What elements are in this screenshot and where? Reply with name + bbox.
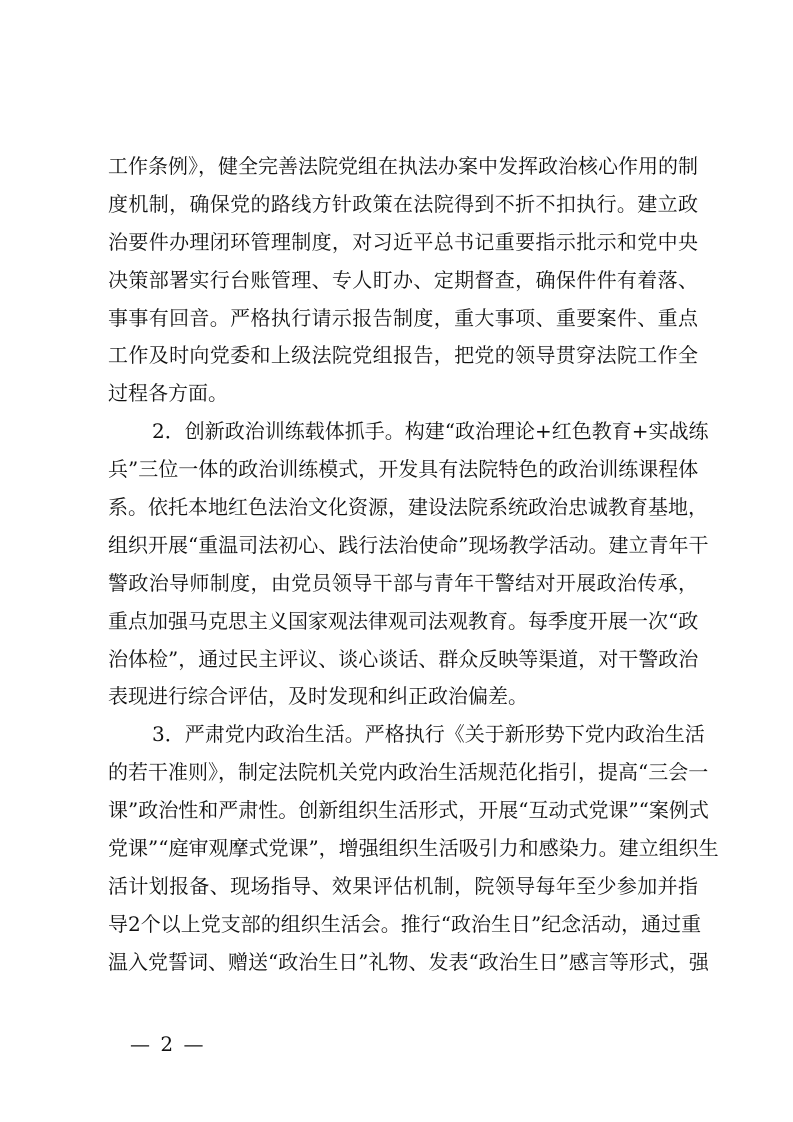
text-line: 治要件办理闭环管理制度，对习近平总书记重要指示批示和党中央 [108, 229, 698, 254]
paragraph-heading-line: 3．严肃党内政治生活。严格执行《关于新形势下党内政治生活 [152, 722, 705, 747]
text-line: 课”政治性和严肃性。创新组织生活形式，开展“互动式党课”“案例式 [108, 798, 709, 823]
page-number: — 2 — [130, 1032, 206, 1056]
paragraph-heading-line: 2．创新政治训练载体抓手。构建“政治理论+红色教育+实战练 [152, 419, 709, 444]
text-line: 过程各方面。 [108, 381, 228, 406]
document-body [108, 148, 719, 982]
text-line: 的若干准则》，制定法院机关党内政治生活规范化指引，提高“三会一 [108, 760, 709, 785]
text-line: 决策部署实行台账管理、专人盯办、定期督查，确保件件有着落、 [108, 267, 698, 292]
text-line: 党课”“庭审观摩式党课”，增强组织生活吸引力和感染力。建立组织生 [108, 836, 719, 861]
text-line: 工作及时向党委和上级法院党组报告，把党的领导贯穿法院工作全 [108, 343, 698, 368]
text-line: 系。依托本地红色法治文化资源，建设法院系统政治忠诚教育基地， [108, 495, 708, 520]
text-line: 工作条例》，健全完善法院党组在执法办案中发挥政治核心作用的制 [108, 154, 698, 178]
text-line: 组织开展“重温司法初心、践行法治使命”现场教学活动。建立青年干 [108, 532, 709, 557]
text-line: 活计划报备、现场指导、效果评估机制，院领导每年至少参加并指 [108, 873, 698, 898]
text-line: 兵”三位一体的政治训练模式，开发具有法院特色的政治训练课程体 [108, 457, 699, 482]
text-line: 警政治导师制度，由党员领导干部与青年干警结对开展政治传承， [108, 570, 698, 595]
text-line: 治体检”，通过民主评议、谈心谈话、群众反映等渠道，对干警政治 [108, 646, 699, 671]
text-line: 事事有回音。严格执行请示报告制度，重大事项、重要案件、重点 [108, 305, 698, 330]
text-line: 度机制，确保党的路线方针政策在法院得到不折不扣执行。建立政 [108, 191, 698, 216]
text-line: 导2个以上党支部的组织生活会。推行“政治生日”纪念活动，通过重 [108, 911, 702, 936]
text-line: 温入党誓词、赠送“政治生日”礼物、发表“政治生日”感言等形式，强 [108, 949, 709, 974]
text-line: 重点加强马克思主义国家观法律观司法观教育。每季度开展一次“政 [108, 608, 699, 633]
text-line: 表现进行综合评估，及时发现和纠正政治偏差。 [108, 684, 528, 709]
